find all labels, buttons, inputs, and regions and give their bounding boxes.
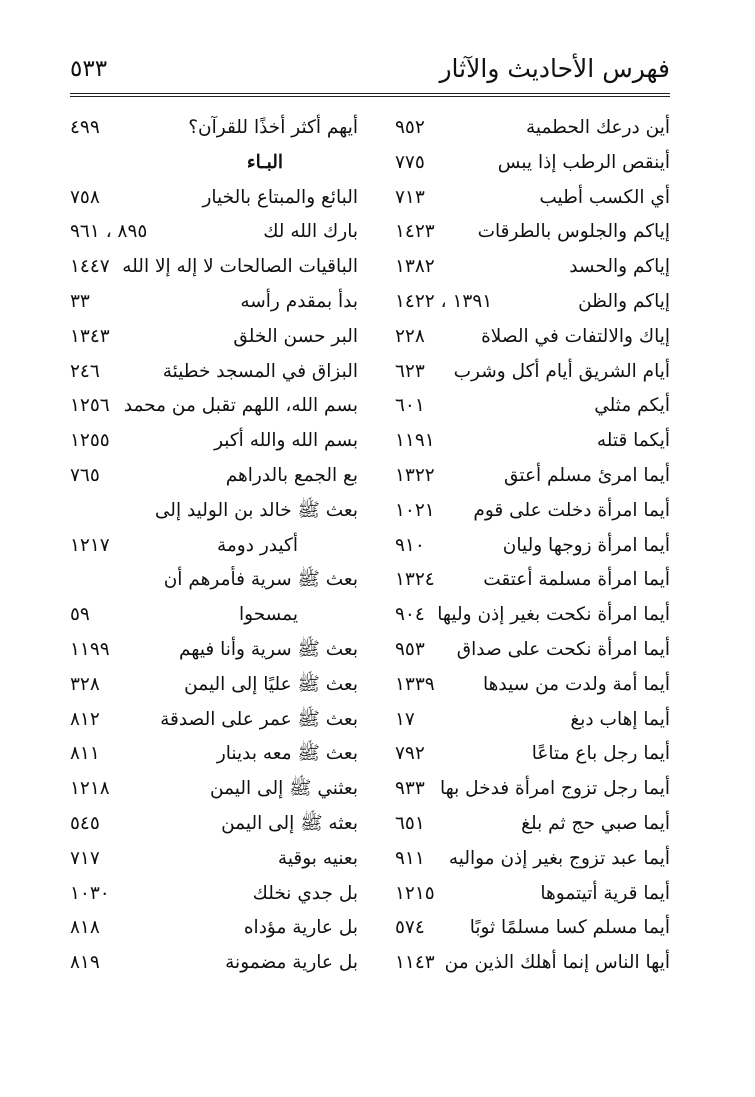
entry-text: أيما صبي حج ثم بلغ [521,812,670,834]
entry-number: ٢٤٦ [70,360,100,382]
entry-number: ٥٩ [70,604,90,626]
index-entry [395,703,670,738]
entry-text: بل جدي نخلك [252,882,358,904]
entry-number: ٧٧٥ [395,151,425,173]
entry-text: أيكم مثلي [594,395,670,417]
entry-number: ٧٥٨ [70,186,100,208]
entry-text: بعث ﷺ عليًا إلى اليمن [184,673,358,695]
entry-number: ٨١٩ [70,952,100,974]
page-number: ٥٣٣ [70,56,108,82]
index-entry [395,320,670,355]
entry-number: ١١٤٣ [395,952,435,974]
entry-number: ٩٥٣ [395,638,425,660]
entry-text: إياكم والجلوس بالطرقات [477,221,670,243]
entry-text: أين درعك الحطمية [525,117,670,138]
entry-text: البـاء [246,151,283,173]
entry-text: بارك الله لك [263,221,358,243]
entry-number: ١٢١٧ [70,534,110,556]
index-entry [70,111,358,146]
index-entry [70,285,358,320]
page-header [70,52,670,90]
entry-text: أيام الشريق أيام أكل وشرب [453,360,670,382]
entry-text: أيها الناس إنما أهلك الذين من [444,952,670,974]
index-entry [395,946,670,981]
index-entry [395,424,670,459]
entry-text: بدأ بمقدم رأسه [240,290,358,312]
entry-number: ٤٩٩ [70,117,100,138]
index-entry [70,633,358,668]
index-entry [395,563,670,598]
entry-text: بعث ﷺ سرية فأمرهم أن [163,569,358,591]
entry-text: أيما أمة ولدت من سيدها [483,673,670,695]
entry-text: أيما مسلم كسا مسلمًا ثوبًا [469,917,670,939]
entry-number: ١٢١٥ [395,882,435,904]
entry-text: بعثه ﷺ إلى اليمن [221,812,358,834]
entry-text: أيما امرأة نكحت على صداق [456,638,670,660]
entry-number: ٩١١ [395,847,425,869]
entry-number: ١٣٩١ ، ١٤٢٢ [395,290,493,312]
entry-text: أيما رجل باع متاعًا [531,743,670,765]
entry-number: ٢٢٨ [395,325,425,347]
index-entry [70,215,358,250]
index-entry [395,772,670,807]
entry-text: أينقص الرطب إذا يبس [497,151,670,173]
entry-text: أكيدر دومة [216,534,298,556]
index-entry [70,807,358,842]
entry-number: ١١٩١ [395,430,435,452]
entry-text: أيما عبد تزوج بغير إذن مواليه [448,847,670,869]
index-entry [70,598,358,633]
entry-number: ٨١٨ [70,917,100,939]
entry-number: ٩٥٢ [395,117,425,138]
entry-text: البر حسن الخلق [233,325,358,347]
entry-number: ١١٩٩ [70,638,110,660]
entry-text: بع الجمع بالدراهم [225,464,358,486]
entry-text: أيكما قتله [596,430,670,452]
index-column-left [70,111,358,981]
index-entry [395,529,670,564]
index-entry [395,807,670,842]
index-entry [70,459,358,494]
entry-number: ٩٠٤ [395,604,425,626]
index-entry [70,911,358,946]
entry-text: بعنيه بوقية [277,847,358,869]
entry-number: ١٠٢١ [395,499,435,521]
index-entry [395,459,670,494]
entry-number: ١٤٢٣ [395,221,435,243]
entry-text: بعث ﷺ خالد بن الوليد إلى [154,499,358,521]
index-entry [395,181,670,216]
index-entry [70,877,358,912]
entry-number: ١٧ [395,708,415,730]
index-entry [395,494,670,529]
entry-text: أيما امرئ مسلم أعتق [503,464,670,486]
entry-text: أيما امرأة دخلت على قوم [473,499,670,521]
entry-number: ٦٢٣ [395,360,425,382]
entry-number: ٩٣٣ [395,778,425,800]
page-title: فهرس الأحاديث والآثار [439,54,670,83]
index-entry [395,285,670,320]
index-column-right [395,111,670,981]
index-entry [70,250,358,285]
entry-number: ١٣٣٩ [395,673,435,695]
entry-text: بل عارية مؤداه [243,917,358,939]
index-entry [395,250,670,285]
entry-number: ٦٠١ [395,395,425,417]
entry-number: ٦٥١ [395,812,425,834]
index-entry [70,181,358,216]
entry-number: ١٢٥٦ [70,395,110,417]
index-entry [70,424,358,459]
entry-text: بعثني ﷺ إلى اليمن [210,778,358,800]
index-entry [395,111,670,146]
entry-number: ١٤٤٧ [70,256,110,278]
entry-text: إياك والالتفات في الصلاة [481,325,670,347]
index-entry [395,146,670,181]
entry-text: الباقيات الصالحات لا إله إلا الله [122,256,358,278]
index-entry [70,494,358,529]
index-entry [395,911,670,946]
entry-text: أيما قرية أتيتموها [540,882,670,904]
entry-text: أيما امرأة مسلمة أعتقت [483,569,670,591]
index-entry [395,389,670,424]
entry-number: ١٢٥٥ [70,430,110,452]
entry-number: ٨٩٥ ، ٩٦١ [70,221,148,243]
entry-text: بعث ﷺ معه بدينار [216,743,358,765]
index-entry [70,529,358,564]
entry-text: أيما إهاب دبغ [570,708,670,730]
index-entry [70,703,358,738]
index-entry [70,389,358,424]
entry-number: ١٣٨٢ [395,256,435,278]
entry-number: ٣٣ [70,290,90,312]
entry-text: أيما امرأة زوجها وليان [502,534,670,556]
entry-text: أيما امرأة نكحت بغير إذن وليها [437,604,670,626]
entry-number: ٨١٢ [70,708,100,730]
index-entry [70,320,358,355]
entry-text: بعث ﷺ سرية وأنا فيهم [178,638,358,660]
index-entry [395,598,670,633]
index-entry [395,842,670,877]
index-entry [70,772,358,807]
index-entry [70,563,358,598]
entry-number: ٥٤٥ [70,812,100,834]
entry-number: ٥٧٤ [395,917,425,939]
entry-number: ٣٢٨ [70,673,100,695]
entry-number: ٨١١ [70,743,100,765]
section-heading [70,146,358,181]
index-entry [395,215,670,250]
entry-number: ١٣٢٢ [395,464,435,486]
index-entry [395,668,670,703]
entry-text: بل عارية مضمونة [225,952,358,974]
entry-number: ٧١٣ [395,186,425,208]
index-entry [70,842,358,877]
entry-text: يمسحوا [239,604,298,626]
entry-text: البائع والمبتاع بالخيار [202,186,358,208]
entry-number: ٩١٠ [395,534,425,556]
entry-text: إياكم والحسد [569,256,670,278]
entry-number: ١٠٣٠ [70,882,110,904]
index-entry [70,946,358,981]
index-entry [70,355,358,390]
header-rule [70,93,670,97]
entry-text: إياكم والظن [578,290,670,312]
entry-text: أي الكسب أطيب [539,186,670,208]
entry-text: أيهم أكثر أخذًا للقرآن؟ [188,117,358,138]
index-entry [70,737,358,772]
index-entry [70,668,358,703]
entry-text: بعث ﷺ عمر على الصدقة [160,708,358,730]
index-entry [395,633,670,668]
entry-number: ٧٦٥ [70,464,100,486]
index-entry [395,355,670,390]
entry-number: ١٣٤٣ [70,325,110,347]
entry-text: البزاق في المسجد خطيئة [162,360,358,382]
entry-text: بسم الله والله أكبر [214,430,358,452]
index-entry [395,877,670,912]
index-entry [395,737,670,772]
entry-text: أيما رجل تزوج امرأة فدخل بها [439,778,670,800]
entry-number: ١٣٢٤ [395,569,435,591]
entry-text: بسم الله، اللهم تقبل من محمد [123,395,358,417]
entry-number: ٧٩٢ [395,743,425,765]
entry-number: ١٢١٨ [70,778,110,800]
entry-number: ٧١٧ [70,847,100,869]
